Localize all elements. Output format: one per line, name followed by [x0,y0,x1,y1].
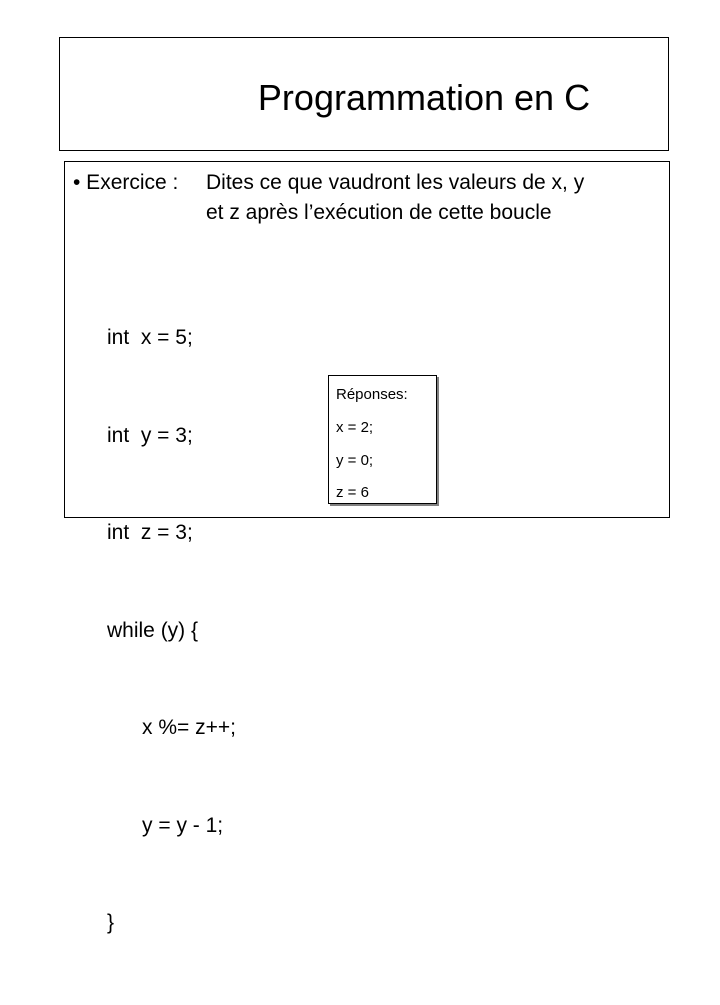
code-line: int y = 3; [107,423,193,447]
page-title: Programmation en C [257,77,591,118]
title-frame [59,37,669,151]
answer-z: z = 6 [336,484,369,501]
code-line: while (y) { [107,618,199,642]
exercise-text-line-1: Dites ce que vaudront les valeurs de x, y [206,171,585,194]
code-line: x %= z++; [107,716,236,739]
code-line: } [107,911,115,934]
code-line: y = y - 1; [107,813,224,837]
content-frame [64,161,670,934]
answer-y: y = 0; [336,452,374,469]
answers-box [328,375,437,504]
code-line: int z = 3; [107,521,193,544]
exercise-text-line-2: et z après l’exécution de cette boucle [206,201,552,224]
code-line: int x = 5; [107,326,193,349]
exercise-label: • Exercice : [73,171,179,194]
code-block [107,257,236,1005]
answer-x: x = 2; [336,419,374,436]
answers-title: Réponses: [336,386,408,403]
